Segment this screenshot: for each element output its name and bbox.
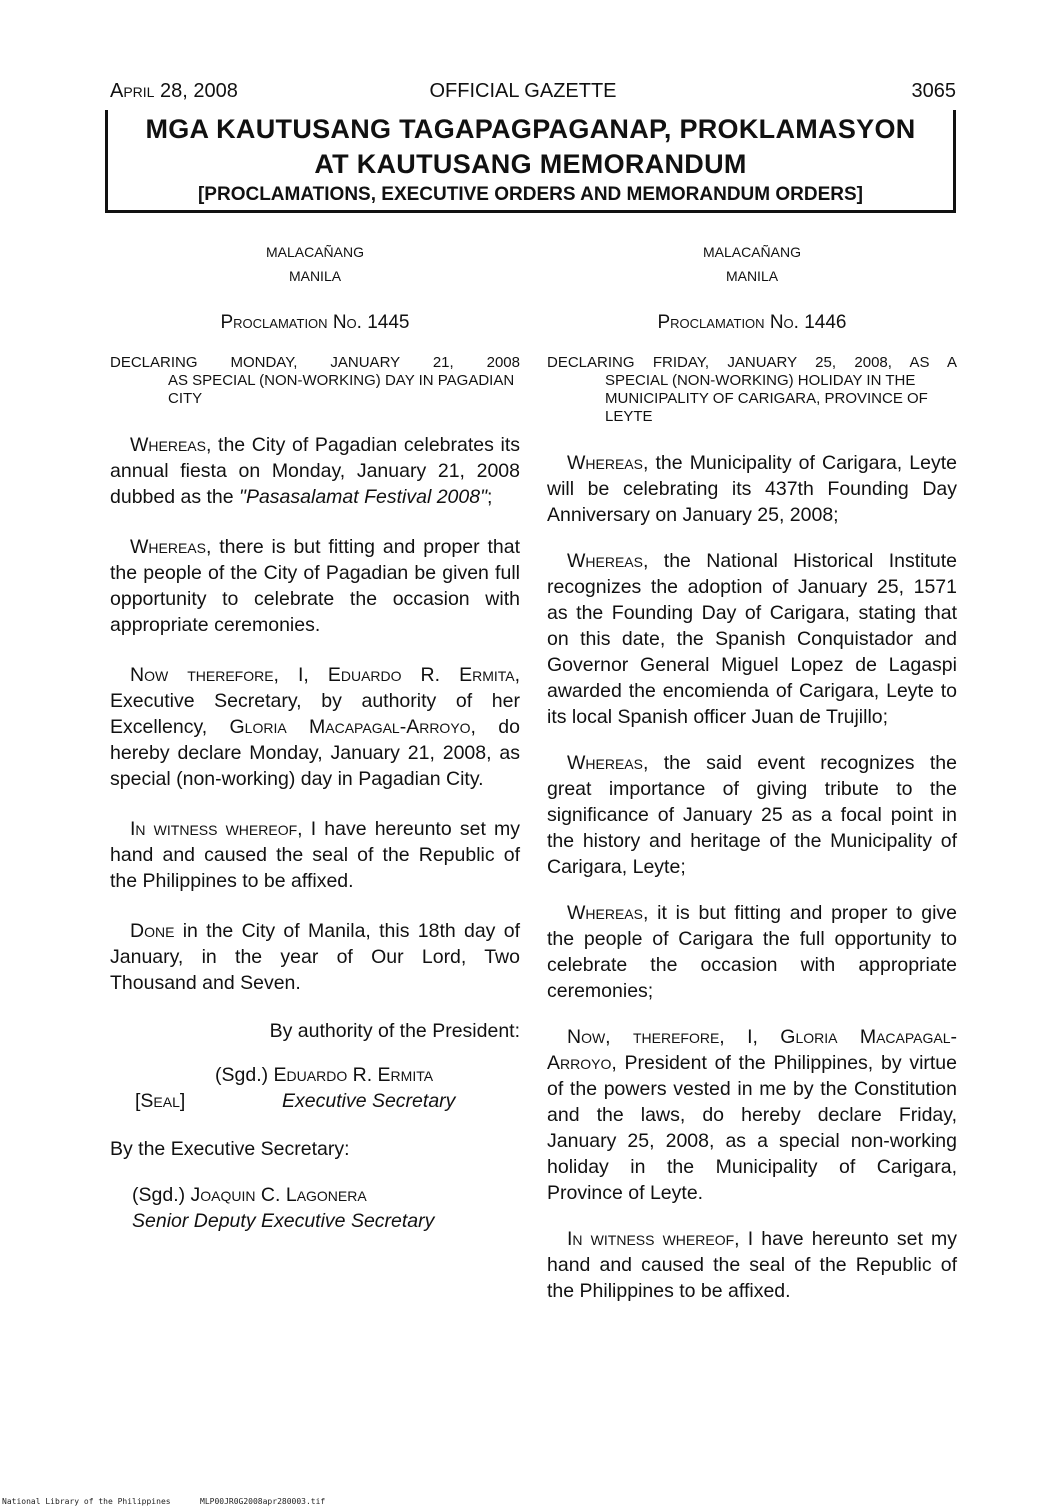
paragraph-now-therefore: Now therefore, I, Eduardo R. Ermita, Executive Secretary, by authority of her Excellency, Gloria Macapagal-Arroyo, do hereby declare Monday, January 21, 2008, as special (non-working) day in Pagadian City.: [110, 664, 521, 790]
proclamation-heading: [547, 354, 957, 426]
footer-library: National Library of the Philippines: [2, 1497, 171, 1506]
issue-date: April 28, 2008: [110, 80, 238, 102]
heading-first-line: DECLARING MONDAY, JANUARY 21, 2008: [110, 354, 520, 371]
proclamation-1446: [547, 240, 957, 1304]
paragraph-whereas-4: Whereas, it is but fitting and proper to give the people of Carigara the full opportunity to celebrate the occasion with appropriate ceremonies;: [547, 902, 957, 1002]
paragraph-now-therefore: Now, therefore, I, Gloria Macapagal-Arroyo, President of the Philippines, by virtue of the powers vested in me by the Constitution and the laws, do hereby declare Friday, January 25, 2008, as a special non-working holiday in the Municipality of Carigara, Province of Leyte.: [547, 1026, 957, 1204]
paragraph-done: Done in the City of Manila, this 18th day of January, in the year of Our Lord, Two Thousand and Seven.: [110, 920, 520, 994]
title-executive-secretary: Executive Secretary: [282, 1090, 456, 1112]
paragraph-in-witness: In witness whereof, I have hereunto set my hand and caused the seal of the Republic of the Philippines to be affixed.: [110, 818, 520, 892]
by-authority-line: By authority of the President:: [269, 1020, 520, 1042]
section-banner: [105, 110, 956, 213]
proclamation-number: Proclamation No. 1445: [220, 312, 410, 333]
place-malacanang: MALACAÑANG: [265, 244, 365, 260]
seal-marker: [Seal]: [135, 1090, 186, 1112]
paragraph-whereas-2: Whereas, there is but fitting and proper that the people of the City of Pagadian be given full opportunity to celebrate the occasion with appropriate ceremonies.: [110, 536, 520, 636]
page-number: 3065: [911, 80, 956, 102]
signature-block-lagonera: [110, 1182, 520, 1234]
paragraph-whereas-1: Whereas, the Municipality of Carigara, Leyte will be celebrating its 437th Founding Day Anniversary on January 25, 2008;: [547, 452, 957, 526]
proclamation-number: Proclamation No. 1446: [657, 312, 847, 333]
proclamation-heading: [110, 354, 520, 408]
proclamation-1445: [110, 240, 520, 1234]
place-malacanang: MALACAÑANG: [702, 244, 802, 260]
banner-line-2: AT KAUTUSANG MEMORANDUM: [314, 149, 747, 179]
banner-line-3: [PROCLAMATIONS, EXECUTIVE ORDERS AND MEMORANDUM ORDERS]: [197, 184, 863, 205]
signature-block-ermita: [110, 1062, 520, 1114]
by-executive-secretary: By the Executive Secretary:: [110, 1138, 350, 1160]
title-senior-deputy: Senior Deputy Executive Secretary: [132, 1210, 435, 1232]
signatory-ermita: (Sgd.) Eduardo R. Ermita: [215, 1064, 434, 1086]
footer-filename: MLP00JR0G2008apr280003.tif: [200, 1497, 326, 1506]
paragraph-whereas-1: Whereas, the City of Pagadian celebrates its annual fiesta on Monday, January 21, 2008 dubbed as the "Pasasalamat Festival 2008";: [110, 434, 520, 508]
paragraph-whereas-2: Whereas, the National Historical Institute recognizes the adoption of January 25, 1571 as the Founding Day of Carigara, stating that on this date, the Spanish Conquistador and Governor General Miguel Lopez de Lagaspi awarded the encomienda of Carigara, Leyte to its local Spanish officer Juan de Trujillo;: [547, 550, 957, 728]
paragraph-in-witness: In witness whereof, I have hereunto set my hand and caused the seal of the Republic of the Philippines to be affixed.: [547, 1228, 957, 1302]
publication-title: OFFICIAL GAZETTE: [429, 80, 617, 102]
paragraph-whereas-3: Whereas, the said event recognizes the great importance of giving tribute to the significance of January 25 as a focal point in the history and heritage of the Municipality of Carigara, Leyte;: [547, 752, 957, 878]
signatory-lagonera: (Sgd.) Joaquin C. Lagonera: [132, 1184, 367, 1206]
place-manila: MANILA: [288, 268, 342, 284]
banner-line-1: MGA KAUTUSANG TAGAPAGPAGANAP, PROKLAMASYON: [145, 114, 916, 144]
heading-rest: AS SPECIAL (NON-WORKING) DAY IN PAGADIAN CITY: [168, 372, 515, 407]
place-manila: MANILA: [725, 268, 779, 284]
heading-first-line: DECLARING FRIDAY, JANUARY 25, 2008, AS A: [547, 354, 957, 371]
heading-rest: SPECIAL (NON-WORKING) HOLIDAY IN THE MUNICIPALITY OF CARIGARA, PROVINCE OF LEYTE: [605, 372, 928, 425]
